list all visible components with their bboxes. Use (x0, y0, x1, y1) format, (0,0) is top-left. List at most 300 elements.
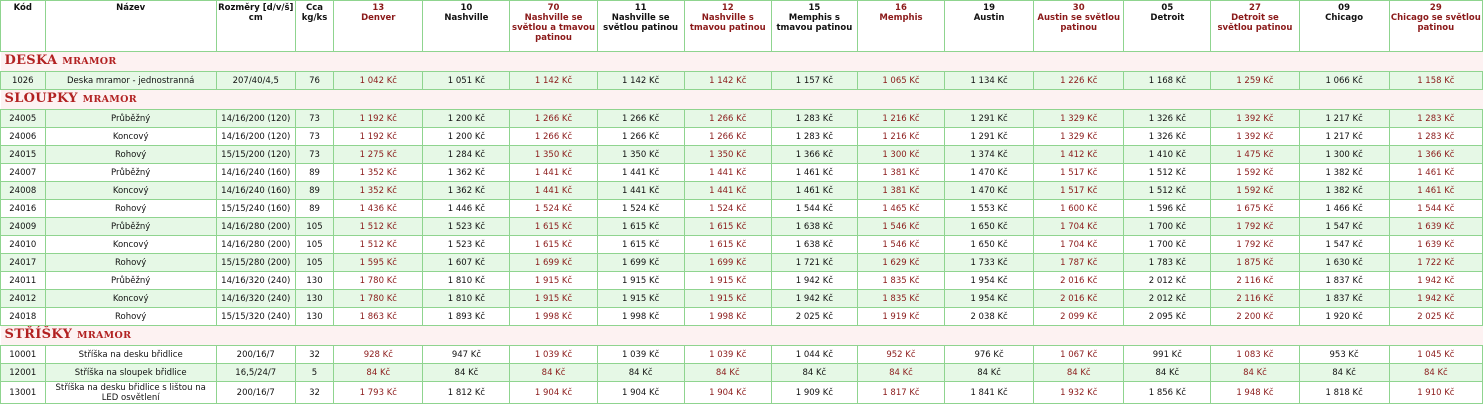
column-code: 19 (983, 3, 995, 13)
cell-price: 1 835 Kč (857, 290, 944, 308)
cell-price: 1 780 Kč (334, 272, 423, 290)
table-row[interactable] (1, 164, 1483, 182)
cell-price: 1 283 Kč (771, 110, 857, 128)
cell-dimensions: 15/15/320 (240) (216, 308, 295, 326)
cell-name: Rohový (45, 254, 216, 272)
cell-code: 10001 (1, 346, 46, 364)
column-name: Chicago (1325, 13, 1364, 23)
column-name: Kód (13, 3, 32, 13)
cell-price: 1 675 Kč (1211, 200, 1299, 218)
cell-code: 24009 (1, 218, 46, 236)
cell-dimensions: 14/16/280 (200) (216, 236, 295, 254)
table-row[interactable] (1, 382, 1483, 404)
cell-price: 991 Kč (1124, 346, 1211, 364)
cell-price: 1 083 Kč (1211, 346, 1299, 364)
cell-price: 1 524 Kč (510, 200, 597, 218)
cell-price: 1 915 Kč (684, 290, 771, 308)
cell-price: 1 817 Kč (857, 382, 944, 404)
cell-price: 1 942 Kč (1389, 272, 1482, 290)
cell-price: 1 382 Kč (1299, 164, 1389, 182)
cell-price: 1 366 Kč (771, 146, 857, 164)
column-name: Austin (973, 13, 1005, 23)
column-name: Memphis s tmavou patinou (776, 13, 853, 33)
cell-price: 84 Kč (1211, 364, 1299, 382)
cell-price: 1 168 Kč (1124, 72, 1211, 90)
column-code: 15 (808, 3, 821, 13)
cell-price: 1 441 Kč (597, 182, 684, 200)
column-name: Nashville s tmavou patinou (689, 13, 766, 33)
cell-price: 1 284 Kč (423, 146, 510, 164)
cell-price: 1 915 Kč (597, 290, 684, 308)
column-name: Austin se světlou patinou (1037, 13, 1121, 33)
cell-price: 1 446 Kč (423, 200, 510, 218)
cell-price: 1 374 Kč (945, 146, 1034, 164)
cell-price: 1 792 Kč (1211, 236, 1299, 254)
cell-price: 1 517 Kč (1034, 182, 1124, 200)
cell-dimensions: 15/15/200 (120) (216, 146, 295, 164)
cell-price: 84 Kč (1124, 364, 1211, 382)
column-code: 30 (1072, 3, 1085, 13)
cell-price: 84 Kč (334, 364, 423, 382)
cell-price: 1 856 Kč (1124, 382, 1211, 404)
cell-price: 2 116 Kč (1211, 272, 1299, 290)
cell-name: Koncový (45, 236, 216, 254)
cell-dimensions: 15/15/240 (160) (216, 200, 295, 218)
cell-price: 1 942 Kč (771, 272, 857, 290)
cell-weight: 130 (295, 308, 333, 326)
cell-price: 1 512 Kč (1124, 164, 1211, 182)
cell-weight: 89 (295, 182, 333, 200)
cell-price: 1 904 Kč (510, 382, 597, 404)
cell-code: 24010 (1, 236, 46, 254)
cell-price: 1 615 Kč (684, 218, 771, 236)
cell-price: 1 329 Kč (1034, 128, 1124, 146)
cell-price: 1 863 Kč (334, 308, 423, 326)
cell-price: 1 226 Kč (1034, 72, 1124, 90)
cell-price: 1 381 Kč (857, 182, 944, 200)
table-row[interactable] (1, 182, 1483, 200)
column-name: Cca kg/ks (301, 3, 328, 23)
section-header (1, 326, 1483, 346)
column-name: Rozměry [d/v/š] cm (218, 3, 294, 23)
cell-price: 1 300 Kč (1299, 146, 1389, 164)
cell-price: 1 837 Kč (1299, 272, 1389, 290)
cell-price: 1 615 Kč (510, 218, 597, 236)
cell-code: 24005 (1, 110, 46, 128)
table-row[interactable] (1, 272, 1483, 290)
column-name: Nashville (444, 13, 489, 23)
cell-dimensions: 16,5/24/7 (216, 364, 295, 382)
cell-price: 1 283 Kč (1389, 128, 1482, 146)
cell-price: 1 412 Kč (1034, 146, 1124, 164)
cell-price: 1 704 Kč (1034, 218, 1124, 236)
column-header[interactable] (1299, 1, 1389, 52)
cell-weight: 32 (295, 382, 333, 404)
column-header[interactable] (1, 1, 46, 52)
cell-price: 84 Kč (1299, 364, 1389, 382)
column-header[interactable] (216, 1, 295, 52)
column-header[interactable] (510, 1, 597, 52)
cell-price: 1 615 Kč (597, 218, 684, 236)
cell-price: 1 699 Kč (597, 254, 684, 272)
cell-price: 1 300 Kč (857, 146, 944, 164)
table-row[interactable] (1, 290, 1483, 308)
cell-price: 1 787 Kč (1034, 254, 1124, 272)
cell-price: 84 Kč (771, 364, 857, 382)
cell-price: 1 650 Kč (945, 236, 1034, 254)
cell-price: 1 283 Kč (1389, 110, 1482, 128)
column-code: 27 (1249, 3, 1261, 13)
cell-price: 1 630 Kč (1299, 254, 1389, 272)
cell-price: 1 352 Kč (334, 164, 423, 182)
cell-code: 24016 (1, 200, 46, 218)
cell-price: 1 266 Kč (597, 128, 684, 146)
cell-price: 1 266 Kč (597, 110, 684, 128)
cell-price: 2 025 Kč (771, 308, 857, 326)
cell-price: 952 Kč (857, 346, 944, 364)
cell-name: Stříška na desku břidlice s lištou na LED osvětlení (45, 382, 216, 404)
cell-price: 1 436 Kč (334, 200, 423, 218)
cell-price: 1 812 Kč (423, 382, 510, 404)
column-header[interactable] (334, 1, 423, 52)
cell-dimensions: 14/16/240 (160) (216, 164, 295, 182)
cell-price: 1 932 Kč (1034, 382, 1124, 404)
cell-name: Koncový (45, 128, 216, 146)
section-title-main: SLOUPKY (4, 91, 78, 106)
cell-price: 1 998 Kč (510, 308, 597, 326)
cell-price: 1 158 Kč (1389, 72, 1482, 90)
cell-dimensions: 15/15/280 (200) (216, 254, 295, 272)
cell-price: 1 721 Kč (771, 254, 857, 272)
cell-price: 1 942 Kč (1389, 290, 1482, 308)
cell-price: 1 547 Kč (1299, 218, 1389, 236)
cell-price: 1 461 Kč (771, 182, 857, 200)
cell-price: 928 Kč (334, 346, 423, 364)
cell-price: 1 410 Kč (1124, 146, 1211, 164)
section-title-sub: MRAMOR (82, 94, 137, 105)
cell-weight: 130 (295, 290, 333, 308)
cell-price: 1 700 Kč (1124, 236, 1211, 254)
cell-price: 1 142 Kč (597, 72, 684, 90)
column-name: Denver (361, 13, 396, 23)
cell-price: 84 Kč (684, 364, 771, 382)
cell-price: 1 366 Kč (1389, 146, 1482, 164)
table-row[interactable] (1, 146, 1483, 164)
cell-price: 1 350 Kč (510, 146, 597, 164)
column-header[interactable] (1124, 1, 1211, 52)
cell-weight: 105 (295, 218, 333, 236)
cell-weight: 105 (295, 254, 333, 272)
table-row[interactable] (1, 346, 1483, 364)
cell-price: 84 Kč (510, 364, 597, 382)
cell-price: 1 067 Kč (1034, 346, 1124, 364)
cell-price: 1 910 Kč (1389, 382, 1482, 404)
cell-price: 1 700 Kč (1124, 218, 1211, 236)
cell-code: 1026 (1, 72, 46, 90)
cell-price: 1 283 Kč (771, 128, 857, 146)
cell-price: 1 638 Kč (771, 218, 857, 236)
column-name: Nashville se světlou a tmavou patinou (512, 13, 596, 43)
cell-dimensions: 207/40/4,5 (216, 72, 295, 90)
section-header (1, 52, 1483, 72)
cell-name: Rohový (45, 200, 216, 218)
table-body (1, 52, 1483, 404)
cell-price: 1 998 Kč (597, 308, 684, 326)
column-code: 10 (460, 3, 473, 13)
column-code: 05 (1161, 3, 1174, 13)
cell-price: 2 025 Kč (1389, 308, 1482, 326)
table-row[interactable] (1, 218, 1483, 236)
cell-name: Koncový (45, 182, 216, 200)
cell-dimensions: 14/16/280 (200) (216, 218, 295, 236)
cell-price: 1 875 Kč (1211, 254, 1299, 272)
cell-dimensions: 14/16/240 (160) (216, 182, 295, 200)
cell-price: 1 629 Kč (857, 254, 944, 272)
cell-price: 1 470 Kč (945, 164, 1034, 182)
cell-weight: 130 (295, 272, 333, 290)
cell-price: 1 441 Kč (684, 164, 771, 182)
cell-price: 1 291 Kč (945, 110, 1034, 128)
cell-price: 1 524 Kč (684, 200, 771, 218)
cell-price: 1 512 Kč (334, 236, 423, 254)
cell-price: 1 066 Kč (1299, 72, 1389, 90)
cell-price: 1 461 Kč (771, 164, 857, 182)
column-code: 12 (721, 3, 734, 13)
column-header[interactable] (423, 1, 510, 52)
cell-price: 1 461 Kč (1389, 182, 1482, 200)
section-title (1, 90, 1483, 110)
column-header[interactable] (295, 1, 333, 52)
column-header[interactable] (771, 1, 857, 52)
cell-code: 24017 (1, 254, 46, 272)
cell-name: Koncový (45, 290, 216, 308)
column-header[interactable] (45, 1, 216, 52)
column-name: Memphis (879, 13, 923, 23)
cell-price: 1 615 Kč (597, 236, 684, 254)
cell-price: 1 275 Kč (334, 146, 423, 164)
cell-name: Stříška na desku břidlice (45, 346, 216, 364)
cell-code: 24008 (1, 182, 46, 200)
section-header (1, 90, 1483, 110)
cell-price: 1 326 Kč (1124, 110, 1211, 128)
cell-price: 1 948 Kč (1211, 382, 1299, 404)
column-code: 09 (1338, 3, 1351, 13)
cell-price: 1 837 Kč (1299, 290, 1389, 308)
cell-price: 1 441 Kč (597, 164, 684, 182)
cell-price: 1 266 Kč (684, 128, 771, 146)
cell-name: Průběžný (45, 272, 216, 290)
cell-price: 84 Kč (945, 364, 1034, 382)
cell-price: 953 Kč (1299, 346, 1389, 364)
section-title (1, 326, 1483, 346)
cell-price: 2 038 Kč (945, 308, 1034, 326)
table-row[interactable] (1, 364, 1483, 382)
table-row[interactable] (1, 254, 1483, 272)
cell-price: 1 704 Kč (1034, 236, 1124, 254)
cell-price: 1 915 Kč (510, 290, 597, 308)
cell-price: 1 547 Kč (1299, 236, 1389, 254)
cell-price: 1 392 Kč (1211, 128, 1299, 146)
cell-price: 1 192 Kč (334, 110, 423, 128)
column-header[interactable] (945, 1, 1034, 52)
table-row[interactable] (1, 200, 1483, 218)
cell-price: 2 200 Kč (1211, 308, 1299, 326)
cell-weight: 89 (295, 164, 333, 182)
column-code: 11 (634, 3, 647, 13)
table-row[interactable] (1, 236, 1483, 254)
cell-price: 1 217 Kč (1299, 128, 1389, 146)
cell-weight: 89 (295, 200, 333, 218)
column-header[interactable] (857, 1, 944, 52)
cell-price: 1 733 Kč (945, 254, 1034, 272)
cell-price: 1 259 Kč (1211, 72, 1299, 90)
cell-name: Rohový (45, 308, 216, 326)
cell-price: 1 523 Kč (423, 236, 510, 254)
cell-price: 2 116 Kč (1211, 290, 1299, 308)
column-header[interactable] (1211, 1, 1299, 52)
cell-price: 1 216 Kč (857, 128, 944, 146)
cell-price: 1 134 Kč (945, 72, 1034, 90)
cell-price: 84 Kč (423, 364, 510, 382)
table-row[interactable] (1, 308, 1483, 326)
cell-price: 976 Kč (945, 346, 1034, 364)
cell-dimensions: 14/16/320 (240) (216, 272, 295, 290)
cell-price: 1 441 Kč (684, 182, 771, 200)
cell-name: Rohový (45, 146, 216, 164)
cell-price: 1 592 Kč (1211, 164, 1299, 182)
column-name: Detroit se světlou patinou (1217, 13, 1293, 33)
cell-price: 1 065 Kč (857, 72, 944, 90)
cell-price: 1 466 Kč (1299, 200, 1389, 218)
cell-price: 1 915 Kč (684, 272, 771, 290)
column-name: Název (116, 3, 146, 13)
cell-price: 1 818 Kč (1299, 382, 1389, 404)
cell-price: 947 Kč (423, 346, 510, 364)
cell-price: 1 039 Kč (684, 346, 771, 364)
cell-price: 1 362 Kč (423, 164, 510, 182)
cell-price: 1 217 Kč (1299, 110, 1389, 128)
section-title (1, 52, 1483, 72)
cell-price: 1 553 Kč (945, 200, 1034, 218)
cell-code: 12001 (1, 364, 46, 382)
cell-price: 1 142 Kč (510, 72, 597, 90)
column-name: Detroit (1150, 13, 1185, 23)
table-row[interactable] (1, 128, 1483, 146)
cell-price: 2 012 Kč (1124, 290, 1211, 308)
cell-price: 1 524 Kč (597, 200, 684, 218)
column-header[interactable] (1034, 1, 1124, 52)
cell-price: 1 352 Kč (334, 182, 423, 200)
cell-price: 1 546 Kč (857, 236, 944, 254)
cell-price: 1 909 Kč (771, 382, 857, 404)
cell-price: 1 835 Kč (857, 272, 944, 290)
column-code: 16 (895, 3, 907, 13)
section-title-sub: MRAMOR (77, 330, 132, 341)
cell-price: 1 362 Kč (423, 182, 510, 200)
cell-dimensions: 14/16/200 (120) (216, 110, 295, 128)
cell-price: 1 615 Kč (510, 236, 597, 254)
cell-price: 1 638 Kč (771, 236, 857, 254)
cell-price: 1 200 Kč (423, 110, 510, 128)
cell-price: 1 142 Kč (684, 72, 771, 90)
table-row[interactable] (1, 72, 1483, 90)
column-header[interactable] (597, 1, 684, 52)
cell-price: 1 915 Kč (510, 272, 597, 290)
cell-price: 1 919 Kč (857, 308, 944, 326)
cell-price: 1 793 Kč (334, 382, 423, 404)
cell-price: 1 780 Kč (334, 290, 423, 308)
cell-price: 84 Kč (597, 364, 684, 382)
cell-dimensions: 200/16/7 (216, 346, 295, 364)
cell-price: 84 Kč (1389, 364, 1482, 382)
table-row[interactable] (1, 110, 1483, 128)
cell-price: 1 512 Kč (1124, 182, 1211, 200)
cell-price: 1 639 Kč (1389, 236, 1482, 254)
cell-price: 1 465 Kč (857, 200, 944, 218)
cell-price: 1 615 Kč (684, 236, 771, 254)
cell-price: 1 157 Kč (771, 72, 857, 90)
cell-price: 1 954 Kč (945, 272, 1034, 290)
cell-price: 84 Kč (857, 364, 944, 382)
column-header[interactable] (684, 1, 771, 52)
cell-price: 1 783 Kč (1124, 254, 1211, 272)
cell-price: 1 200 Kč (423, 128, 510, 146)
cell-price: 84 Kč (1034, 364, 1124, 382)
cell-code: 24015 (1, 146, 46, 164)
cell-code: 24012 (1, 290, 46, 308)
cell-price: 1 810 Kč (423, 290, 510, 308)
cell-price: 1 045 Kč (1389, 346, 1482, 364)
column-name: Chicago se světlou patinou (1390, 13, 1481, 33)
cell-price: 1 441 Kč (510, 164, 597, 182)
cell-code: 13001 (1, 382, 46, 404)
cell-price: 1 596 Kč (1124, 200, 1211, 218)
cell-price: 1 650 Kč (945, 218, 1034, 236)
cell-price: 1 051 Kč (423, 72, 510, 90)
column-header[interactable] (1389, 1, 1482, 52)
cell-price: 1 039 Kč (597, 346, 684, 364)
section-title-main: STŘÍŠKY (4, 327, 73, 342)
cell-price: 1 595 Kč (334, 254, 423, 272)
table-header (1, 1, 1483, 52)
cell-price: 1 216 Kč (857, 110, 944, 128)
cell-price: 1 441 Kč (510, 182, 597, 200)
column-code: 13 (372, 3, 385, 13)
cell-dimensions: 14/16/320 (240) (216, 290, 295, 308)
column-code: 70 (547, 3, 560, 13)
cell-name: Průběžný (45, 218, 216, 236)
cell-weight: 105 (295, 236, 333, 254)
cell-price: 1 350 Kč (684, 146, 771, 164)
cell-price: 1 841 Kč (945, 382, 1034, 404)
cell-price: 1 592 Kč (1211, 182, 1299, 200)
cell-price: 1 266 Kč (510, 128, 597, 146)
cell-price: 1 266 Kč (684, 110, 771, 128)
cell-name: Stříška na sloupek břidlice (45, 364, 216, 382)
cell-price: 1 042 Kč (334, 72, 423, 90)
cell-price: 1 192 Kč (334, 128, 423, 146)
cell-weight: 73 (295, 128, 333, 146)
cell-price: 1 039 Kč (510, 346, 597, 364)
cell-price: 1 475 Kč (1211, 146, 1299, 164)
cell-price: 1 600 Kč (1034, 200, 1124, 218)
cell-code: 24006 (1, 128, 46, 146)
cell-price: 1 470 Kč (945, 182, 1034, 200)
cell-price: 1 699 Kč (510, 254, 597, 272)
cell-weight: 76 (295, 72, 333, 90)
cell-name: Průběžný (45, 110, 216, 128)
cell-price: 1 326 Kč (1124, 128, 1211, 146)
